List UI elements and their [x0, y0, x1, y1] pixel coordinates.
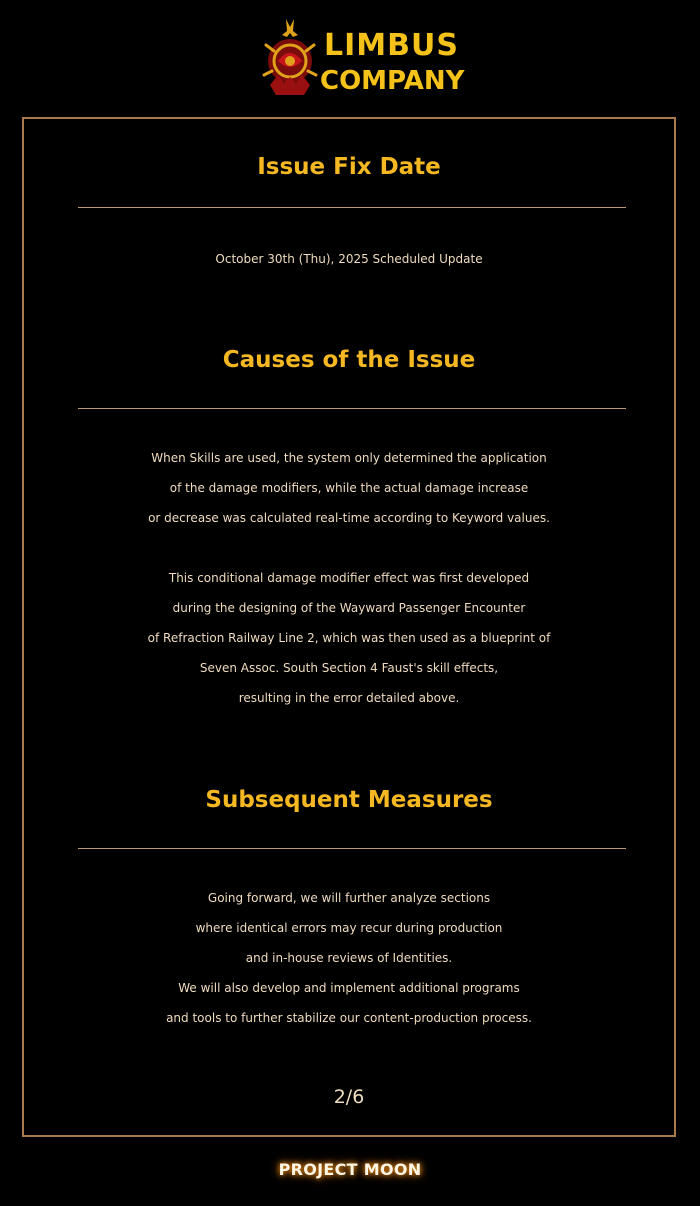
limbus-company-logo	[0, 14, 700, 102]
text-line: of Refraction Railway Line 2, which was then used as a blueprint of	[147, 631, 551, 645]
text-line: of the damage modifiers, while the actual damage increase	[169, 481, 529, 495]
text-line: Seven Assoc. South Section 4 Faust's skill effects,	[199, 661, 499, 675]
text-line: where identical errors may recur during production	[195, 921, 503, 935]
section-heading-fix-date: Issue Fix Date	[257, 154, 441, 180]
section-divider	[78, 848, 626, 849]
logo-graphic	[260, 15, 465, 101]
logo-line-1: LIMBUS	[324, 28, 459, 63]
emblem-icon	[264, 19, 316, 95]
fix-date-text	[24, 244, 674, 274]
text-line: resulting in the error detailed above.	[238, 691, 460, 705]
causes-paragraph-1	[24, 443, 674, 533]
page-indicator: 2/6	[333, 1086, 365, 1108]
section-divider	[78, 207, 626, 208]
text-line: or decrease was calculated real-time according to Keyword values.	[148, 511, 550, 525]
text-line: We will also develop and implement additional programs	[178, 981, 520, 995]
logo-line-2: COMPANY	[320, 66, 465, 96]
text-line: and tools to further stabilize our content-production process.	[166, 1011, 532, 1025]
text-line: and in-house reviews of Identities.	[245, 951, 453, 965]
text-line: October 30th (Thu), 2025 Scheduled Update	[215, 252, 483, 266]
section-divider	[78, 408, 626, 409]
text-line: This conditional damage modifier effect was first developed	[168, 571, 530, 585]
section-heading-measures: Subsequent Measures	[205, 787, 493, 813]
text-line: When Skills are used, the system only determined the application	[151, 451, 547, 465]
text-line: Going forward, we will further analyze sections	[207, 891, 491, 905]
logo-wordmark	[320, 28, 466, 96]
project-moon-logo: PROJECT MOON	[278, 1160, 422, 1179]
section-heading-causes: Causes of the Issue	[222, 347, 476, 373]
notice-frame	[22, 117, 676, 1137]
text-line: during the designing of the Wayward Passenger Encounter	[172, 601, 526, 615]
measures-paragraph	[24, 883, 674, 1033]
causes-paragraph-2	[24, 563, 674, 713]
